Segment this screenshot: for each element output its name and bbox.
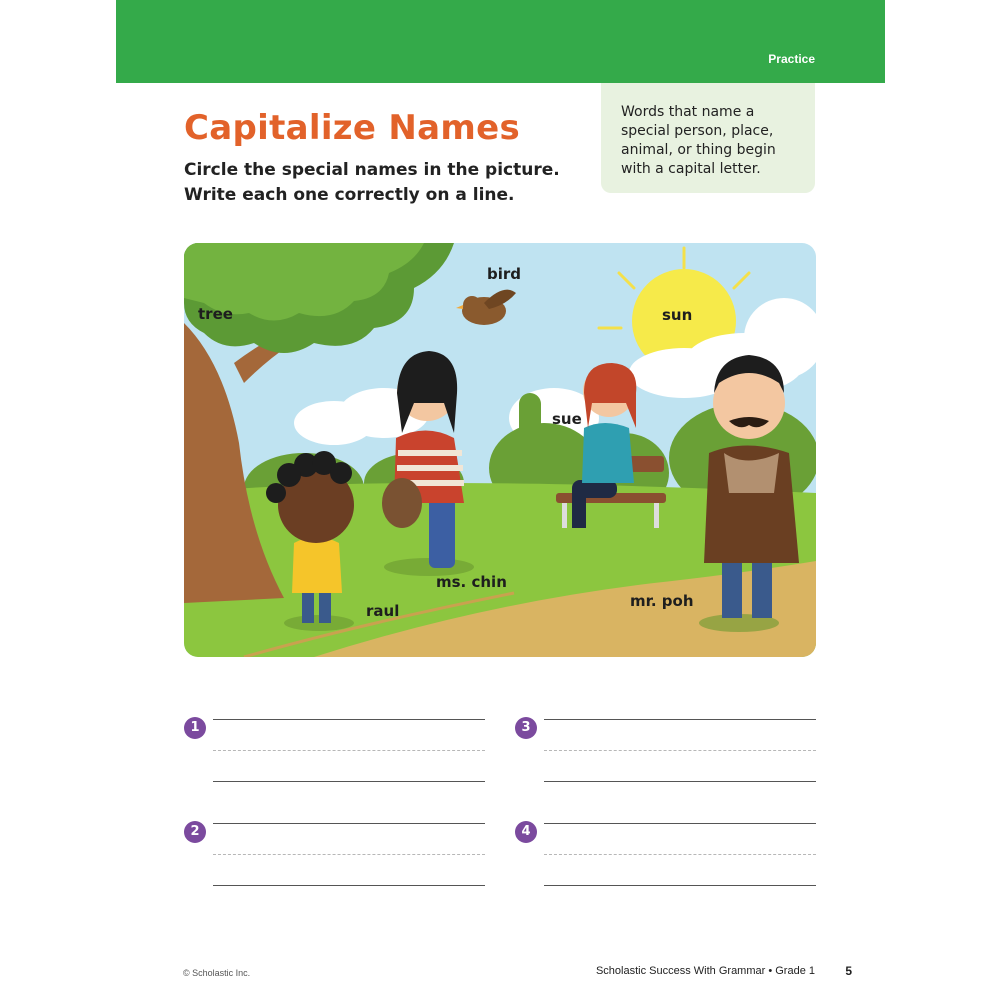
writing-line-middle[interactable] <box>213 854 485 855</box>
writing-line-bottom[interactable] <box>544 885 816 886</box>
rule-callout <box>601 83 815 193</box>
answer-row[interactable] <box>515 821 817 891</box>
label-ms-chin: ms. chin <box>436 573 507 591</box>
copyright-notice: © Scholastic Inc. <box>183 968 251 978</box>
writing-line-top[interactable] <box>544 823 816 824</box>
writing-line-top[interactable] <box>544 719 816 720</box>
page-title: Capitalize Names <box>184 108 521 148</box>
label-bird: bird <box>487 265 522 283</box>
park-scene-art <box>184 243 816 657</box>
number-badge: 1 <box>184 717 206 739</box>
book-title: Scholastic Success With Grammar • Grade 1 <box>595 965 815 977</box>
number-badge: 3 <box>515 717 537 739</box>
writing-line-middle[interactable] <box>544 854 816 855</box>
answer-row[interactable] <box>515 717 817 787</box>
number-badge: 4 <box>515 821 537 843</box>
instruction-line: Circle the special names in the picture. <box>184 160 560 180</box>
writing-line-middle[interactable] <box>213 750 485 751</box>
writing-line-top[interactable] <box>213 719 485 720</box>
label-sue: sue <box>552 410 582 428</box>
number-badge: 2 <box>184 821 206 843</box>
rule-line: special person, place, <box>621 123 774 139</box>
park-illustration <box>184 243 816 657</box>
answer-row[interactable] <box>184 717 486 787</box>
worksheet-page <box>116 0 885 1000</box>
writing-line-top[interactable] <box>213 823 485 824</box>
label-tree: tree <box>198 305 233 323</box>
rule-line: with a capital letter. <box>621 161 761 177</box>
writing-line-bottom[interactable] <box>544 781 816 782</box>
writing-line-bottom[interactable] <box>213 781 485 782</box>
label-raul: raul <box>366 602 400 620</box>
instructions <box>184 158 604 208</box>
header-bar <box>116 0 885 83</box>
answer-row[interactable] <box>184 821 486 891</box>
writing-line-middle[interactable] <box>544 750 816 751</box>
page-number: 5 <box>845 964 852 978</box>
writing-line-bottom[interactable] <box>213 885 485 886</box>
rule-line: animal, or thing begin <box>621 142 776 158</box>
rule-line: Words that name a <box>621 104 755 120</box>
section-label: Practice <box>768 52 815 66</box>
instruction-line: Write each one correctly on a line. <box>184 185 515 205</box>
label-mr-poh: mr. poh <box>630 592 694 610</box>
label-sun: sun <box>662 306 693 324</box>
